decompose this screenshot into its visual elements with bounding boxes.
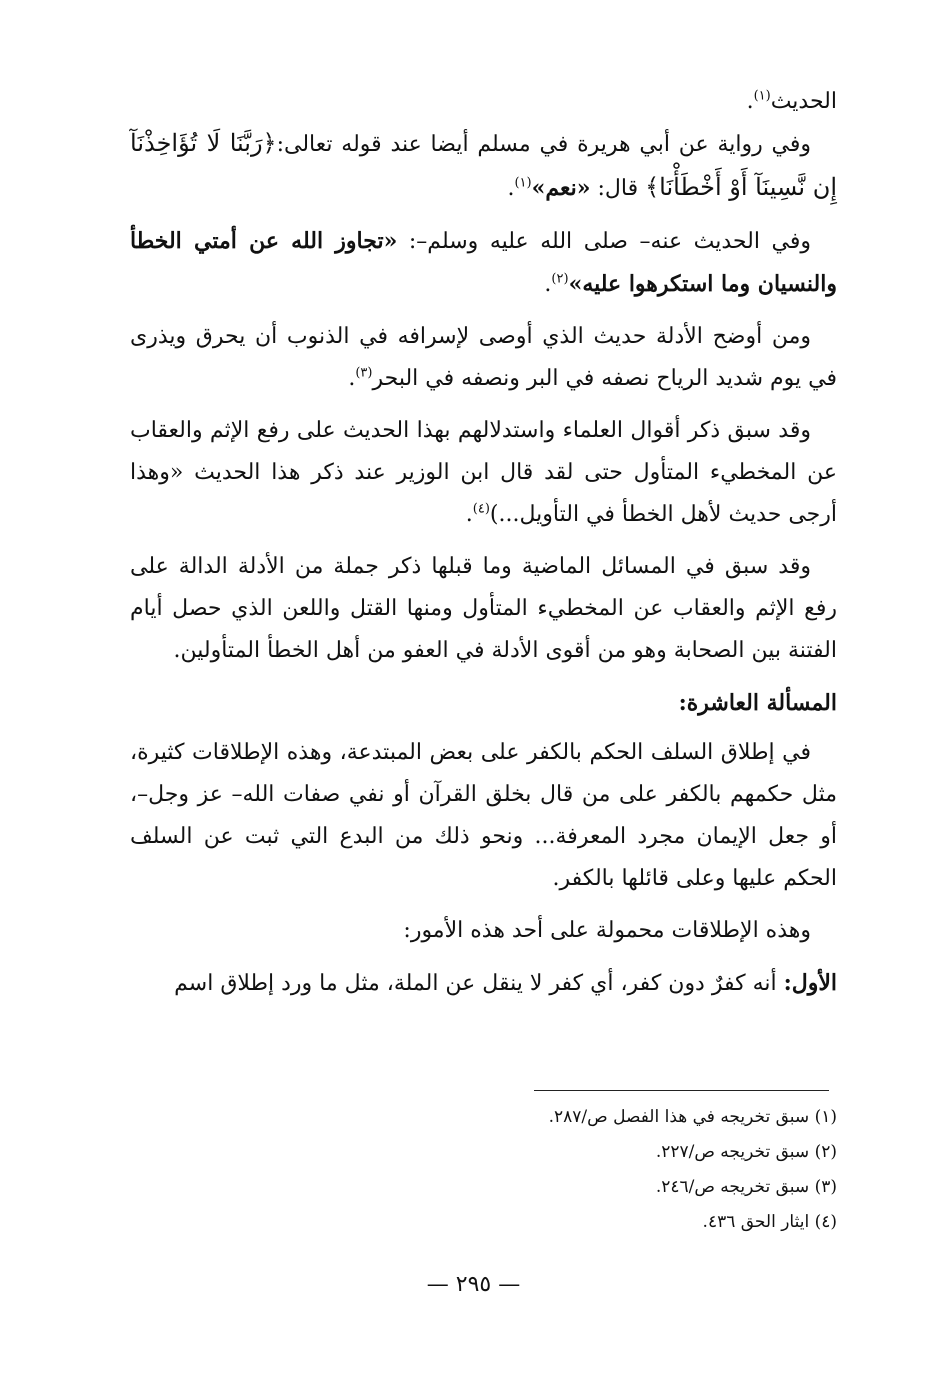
paragraph-7: وهذه الإطلاقات محمولة على أحد هذه الأمور:	[403, 918, 811, 943]
footnotes	[417, 1100, 837, 1240]
paragraph-1-said: قال:	[590, 176, 646, 201]
paragraph-1-quote: «نعم»	[531, 175, 591, 201]
continuation-text: الحديث	[770, 89, 837, 114]
footnote-ref-1b: (١)	[514, 175, 532, 191]
paragraph-2-text: وفي الحديث عنه– صلى الله عليه وسلم–:	[397, 229, 811, 254]
footnote-divider	[534, 1090, 829, 1091]
first-item-label: الأول:	[783, 970, 837, 996]
quran-verse: ﴿رَبَّنَا لَا تُؤَاخِذْنَآ إِن نَّسِينَآ أَوْ أَخْطَأْنَا﴾	[130, 129, 837, 201]
footnote-ref-4: (٤)	[472, 501, 490, 517]
continuation-line: الحديث$^{(١)}$.	[746, 88, 837, 114]
paragraph-4: وقد سبق ذكر أقوال العلماء واستدلالهم بهذا الحديث على رفع الإثم والعقاب عن المخطيء المتأول حتى لقد قال ابن الوزير عند ذكر هذا الحديث «وهذا أرجى حديث لأهل الخطأ في التأويل...)$^{(٤)}$.	[130, 418, 837, 527]
paragraph-3-text: ومن أوضح الأدلة حديث الذي أوصى لإسرافه في الذنوب أن يحرق ويذرى في يوم شديد الرياح نصفه في البر ونصفه في البحر	[130, 324, 837, 391]
page-body	[130, 82, 837, 1015]
page-number: — ٢٩٥ —	[426, 1272, 521, 1297]
paragraph-8	[130, 962, 837, 1005]
paragraph-6: في إطلاق السلف الحكم بالكفر على بعض المبتدعة، وهذه الإطلاقات كثيرة، مثل حكمهم بالكفر على من قال بخلق القرآن أو نفي صفات الله– عز وجل–، أو جعل الإيمان مجرد المعرفة... ونحو ذلك من البدع التي ثبت عن السلف الحكم عليها وعلى قائلها بالكفر.	[130, 740, 837, 891]
footnote-ref-3: (٣)	[355, 365, 373, 381]
paragraph-1-text: وفي رواية عن أبي هريرة في مسلم أيضا عند قوله تعالى:	[276, 132, 811, 157]
footnote-4: (٤) ايثار الحق ٤٣٦.	[702, 1212, 837, 1232]
footnote-3: (٣) سبق تخريجه ص/٢٤٦.	[655, 1177, 837, 1197]
paragraph-4-text: وقد سبق ذكر أقوال العلماء واستدلالهم بهذا الحديث على رفع الإثم والعقاب عن المخطيء المتأول حتى لقد قال ابن الوزير عند ذكر هذا الحديث «وهذا أرجى حديث لأهل الخطأ في التأويل...)	[130, 418, 837, 527]
section-heading: المسألة العاشرة:	[678, 690, 837, 716]
footnote-1: (١) سبق تخريجه في هذا الفصل ص/٢٨٧.	[548, 1107, 837, 1127]
paragraph-5: وقد سبق في المسائل الماضية وما قبلها ذكر جملة من الأدلة الدالة على رفع الإثم والعقاب عن المخطيء المتأول ومنها القتل واللعن الذي حصل أيام الفتنة بين الصحابة وهو من أقوى الأدلة في العفو من أهل الخطأ المتأولين.	[130, 554, 837, 663]
hadith-quote: «تجاوز الله عن أمتي الخطأ والنسيان وما استكرهوا عليه»	[130, 228, 837, 297]
paragraph-1: وفي رواية عن أبي هريرة في مسلم أيضا عند قوله تعالى:﴿رَبَّنَا لَا تُؤَاخِذْنَآ إِن نَّسِينَآ أَوْ أَخْطَأْنَا﴾ قال: «نعم»$^{(١)}$.	[130, 129, 837, 201]
footnote-ref-2: (٢)	[551, 271, 569, 287]
paragraph-3: ومن أوضح الأدلة حديث الذي أوصى لإسرافه في الذنوب أن يحرق ويذرى في يوم شديد الرياح نصفه في البر ونصفه في البحر$^{(٣)}$.	[130, 324, 837, 391]
footnote-2: (٢) سبق تخريجه ص/٢٢٧.	[655, 1142, 837, 1162]
footnote-ref-1: (١)	[753, 88, 771, 104]
paragraph-2: وفي الحديث عنه– صلى الله عليه وسلم–: «تجاوز الله عن أمتي الخطأ والنسيان وما استكرهوا عليه»$^{(٢)}$.	[130, 228, 837, 297]
paragraph-8-text: أنه كفرٌ دون كفر، أي كفر لا ينقل عن الملة، مثل ما ورد إطلاق اسم	[174, 971, 784, 996]
